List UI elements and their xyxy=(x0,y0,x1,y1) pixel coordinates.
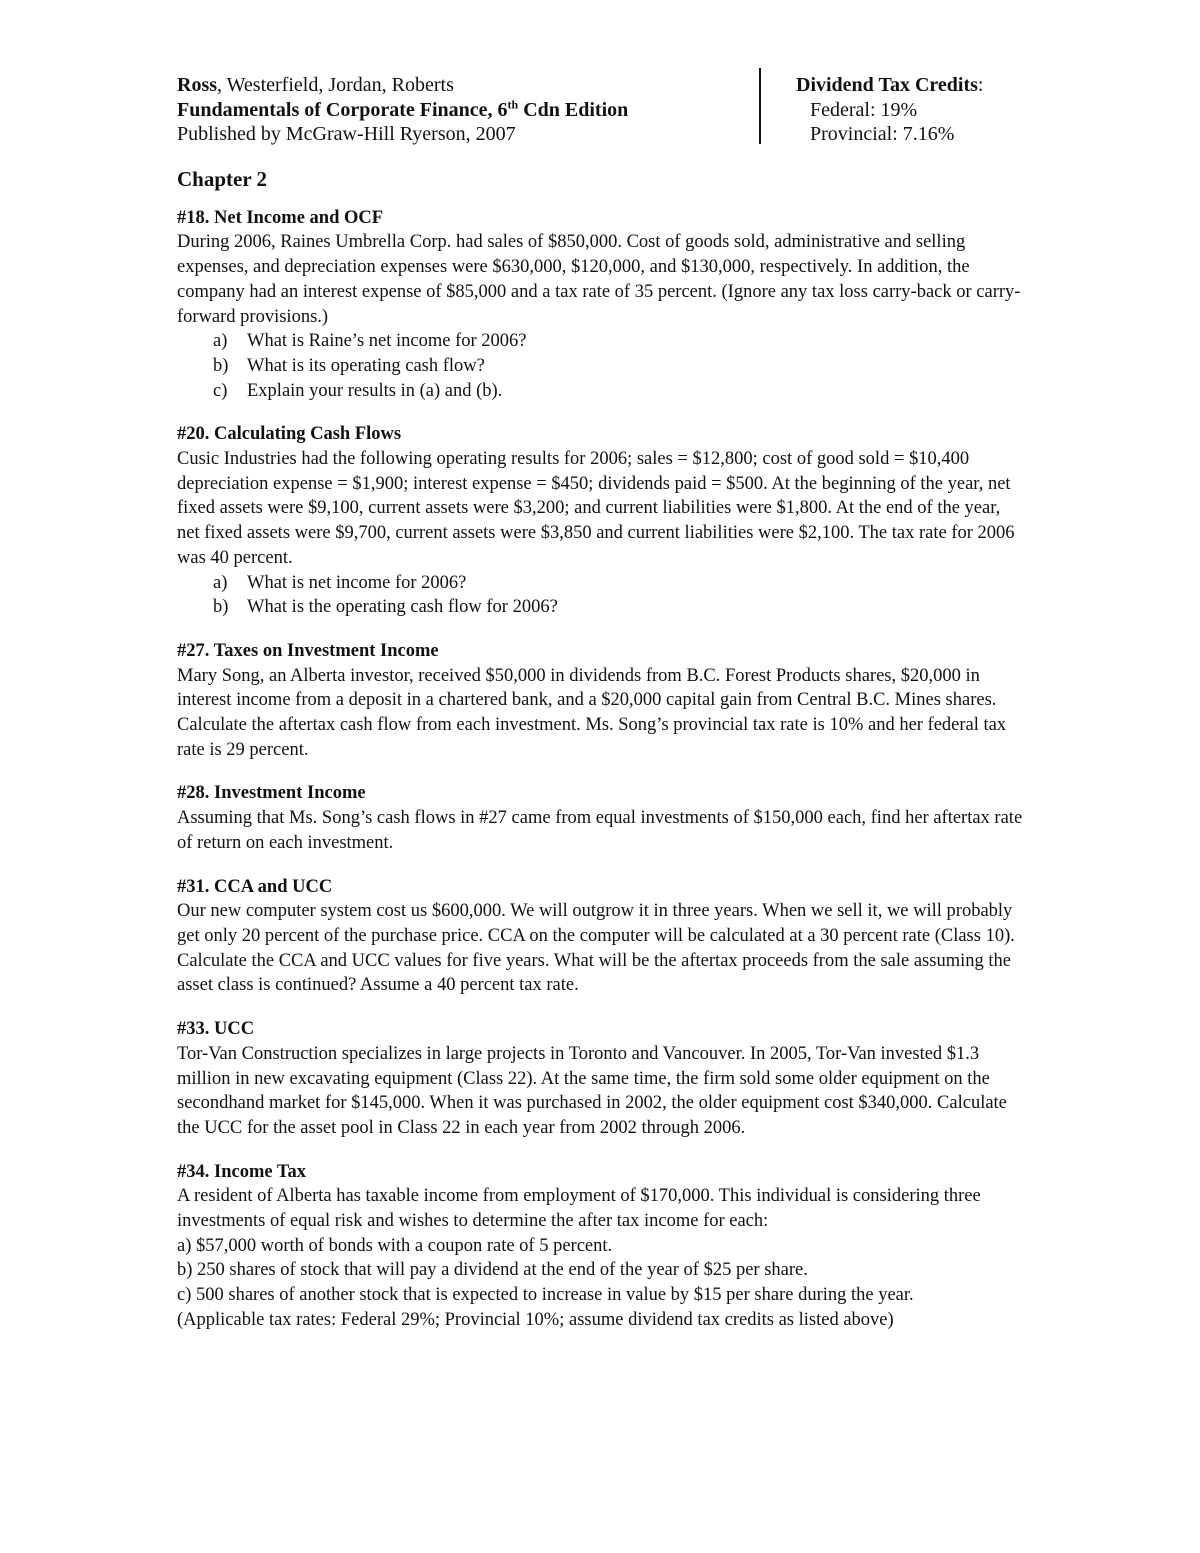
problem-body: Mary Song, an Alberta investor, received $50,000 in dividends from B.C. Forest Products shares, $20,000 in interest income from a deposit in a chartered bank, and a $20,000 capital gain from Central B.C. Mines shares. Calculate the aftertax cash flow from each investment. Ms. Song’s provincial tax rate is 10% and her federal tax rate is 29 percent. xyxy=(177,665,1007,760)
problem-28 xyxy=(177,781,1027,855)
list-item: a) What is Raine’s net income for 2006? xyxy=(213,331,527,352)
problem-title: #34. Income Tax xyxy=(177,1161,307,1182)
list-item: a) What is net income for 2006? xyxy=(213,572,467,593)
publisher: Published by McGraw-Hill Ryerson, 2007 xyxy=(177,123,516,146)
problem-27 xyxy=(177,639,1027,763)
problem-body: Our new computer system cost us $600,000. We will outgrow it in three years. When we sell it, we will probably get only 20 percent of the purchase price. CCA on the computer will be calculated at a 30 percent rate (Class 10). Calculate the CCA and UCC values for five years. What will be the aftertax proceeds from the sale assuming the asset class is continued? Assume a 40 percent tax rate. xyxy=(177,901,1015,996)
chapter-heading: Chapter 2 xyxy=(177,167,268,191)
problem-title: #28. Investment Income xyxy=(177,783,366,804)
problem-body: A resident of Alberta has taxable income from employment of $170,000. This individual is considering three investments of equal risk and wishes to determine the after tax income for each: xyxy=(177,1186,981,1232)
credits-heading: Dividend Tax Credits: xyxy=(796,74,984,96)
problem-title: #18. Net Income and OCF xyxy=(177,207,384,228)
problem-34 xyxy=(177,1160,1027,1333)
problem-31 xyxy=(177,875,1027,999)
main-content xyxy=(177,167,1027,1352)
problem-body: During 2006, Raines Umbrella Corp. had sales of $850,000. Cost of goods sold, administrative and selling expenses, and depreciation expenses were $630,000, $120,000, and $130,000, respectively. In addition, the company had an interest expense of $85,000 and a tax rate of 35 percent. (Ignore any tax loss carry-back or carry-forward provisions.) xyxy=(177,232,1021,327)
book-title: Fundamentals of Corporate Finance, 6th Cdn Edition xyxy=(177,97,629,121)
option-line: a) $57,000 worth of bonds with a coupon rate of 5 percent. xyxy=(177,1235,613,1256)
option-line: c) 500 shares of another stock that is expected to increase in value by $15 per share during the year. xyxy=(177,1285,914,1306)
sub-questions xyxy=(177,571,1027,620)
citation-block xyxy=(177,73,747,147)
option-line: b) 250 shares of stock that will pay a dividend at the end of the year of $25 per share. xyxy=(177,1260,808,1281)
note-line: (Applicable tax rates: Federal 29%; Provincial 10%; assume dividend tax credits as listed above) xyxy=(177,1309,894,1330)
problem-body: Tor-Van Construction specializes in large projects in Toronto and Vancouver. In 2005, Tor-Van invested $1.3 million in new excavating equipment (Class 22). At the same time, the firm sold some older equipment on the secondhand market for $145,000. When it was purchased in 2002, the older equipment cost $340,000. Calculate the UCC for the asset pool in Class 22 in each year from 2002 through 2006. xyxy=(177,1043,1007,1138)
problem-body: Cusic Industries had the following operating results for 2006; sales = $12,800; cost of good sold = $10,400 depreciation expense = $1,900; interest expense = $450; dividends paid = $500. At the beginning of the year, net fixed assets were $9,100, current assets were $3,200; and current liabilities were $1,800. At the end of the year, net fixed assets were $9,700, current assets were $3,850 and current liabilities were $2,100. The tax rate for 2006 was 40 percent. xyxy=(177,449,1015,568)
problem-title: #27. Taxes on Investment Income xyxy=(177,640,439,661)
list-item: b) What is the operating cash flow for 2006? xyxy=(213,597,558,618)
sub-questions xyxy=(177,329,1027,403)
problem-18 xyxy=(177,206,1027,404)
problem-33 xyxy=(177,1017,1027,1141)
list-item: c) Explain your results in (a) and (b). xyxy=(213,380,503,401)
problem-title: #33. UCC xyxy=(177,1019,255,1040)
problem-body: Assuming that Ms. Song’s cash flows in #27 came from equal investments of $150,000 each, find her aftertax rate of return on each investment. xyxy=(177,808,1023,853)
problem-title: #20. Calculating Cash Flows xyxy=(177,424,402,445)
provincial-rate: Provincial: 7.16% xyxy=(810,123,955,146)
problem-20 xyxy=(177,422,1027,620)
problem-title: #31. CCA and UCC xyxy=(177,876,333,897)
authors: Ross, Westerfield, Jordan, Roberts xyxy=(177,74,454,96)
header-divider xyxy=(759,68,761,144)
list-item: b) What is its operating cash flow? xyxy=(213,355,485,376)
dividend-tax-credits xyxy=(796,73,1176,147)
federal-rate: Federal: 19% xyxy=(810,98,918,121)
